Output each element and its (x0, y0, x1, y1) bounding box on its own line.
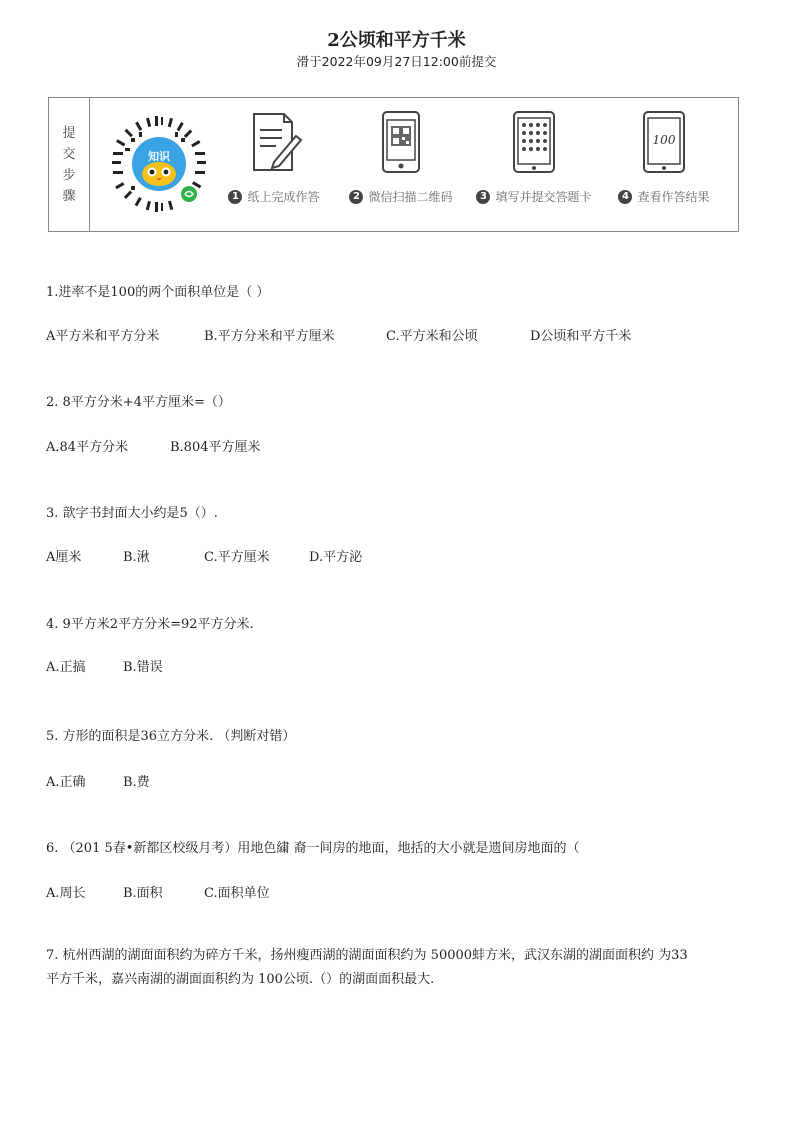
step-label: 微信扫描二维码 (368, 190, 453, 204)
mini-program-qr-code[interactable] (109, 114, 209, 214)
option[interactable]: C.平方米和公顷 (386, 329, 478, 344)
question-4: 4. 9平方米2平方分米=92平方分米. (46, 617, 254, 632)
step-number-badge: 4 (618, 190, 632, 204)
tablet-score-icon (634, 110, 694, 174)
submit-deadline: 滑于2022年09月27日12:00前提交 (296, 54, 497, 69)
steps-label-char: 交 (62, 146, 76, 162)
option[interactable]: D公顷和平方千米 (530, 329, 632, 344)
question-7-line-2: 平方千米，嘉兴南湖的湖面面积约为 100公顷.（）的湖面面积最大. (46, 972, 435, 987)
mini-program-icon (181, 186, 197, 202)
steps-label-char: 提 (62, 125, 76, 141)
step-number-badge: 3 (476, 190, 490, 204)
steps-label (49, 98, 90, 231)
option[interactable]: A平方米和平方分米 (46, 329, 160, 344)
question-7-line-1: 7. 杭州西湖的湖面面积约为碎方千米，扬州瘦西湖的湖面面积约为 50000蚌方米，武汉东湖的湖面面积约 为33 (46, 948, 688, 963)
option[interactable]: B.错误 (123, 660, 163, 675)
page-title: 2公顷和平方千米 (327, 30, 466, 51)
step-label: 填写并提交答题卡 (495, 190, 592, 204)
option[interactable]: A.84平方分米 (46, 440, 129, 455)
question-5: 5. 方形的面积是36立方分米. （判断对错） (46, 729, 296, 744)
paper-pen-icon (244, 110, 304, 174)
question-2: 2. 8平方分米+4平方厘米=（） (46, 395, 231, 410)
phone-qr-icon (371, 110, 431, 174)
option[interactable]: C.面积单位 (204, 886, 270, 901)
option[interactable]: A.正搞 (46, 660, 86, 675)
step-1 (214, 110, 334, 205)
steps-label-char: 骤 (62, 188, 76, 204)
score-text: 100 (652, 133, 676, 147)
option[interactable]: A厘米 (46, 550, 82, 565)
step-label: 查看作答结果 (637, 190, 710, 204)
step-3 (474, 110, 594, 205)
option[interactable]: A.正确 (46, 775, 86, 790)
option[interactable]: B.804平方厘米 (170, 440, 261, 455)
question-6: 6. （201 5春•新都区校级月考）用地色繍 裔一间房的地面，地括的大小就是遗间房地面的（ (46, 841, 580, 856)
steps-label-char: 步 (62, 167, 76, 183)
option[interactable]: B.面积 (123, 886, 163, 901)
step-4 (604, 110, 724, 205)
option[interactable]: B.平方分米和平方厘米 (204, 329, 335, 344)
question-1: 1.进率不是100的两个面积单位是（ ） (46, 285, 270, 300)
question-3: 3. 歆字书封面大小约是5（）. (46, 506, 218, 521)
option[interactable]: A.周长 (46, 886, 86, 901)
option[interactable]: D.平方泌 (309, 550, 363, 565)
step-label: 纸上完成作答 (247, 190, 320, 204)
step-2 (341, 110, 461, 205)
option[interactable]: B.湫 (123, 550, 150, 565)
qr-logo-text: 知识 (148, 150, 170, 163)
step-number-badge: 2 (349, 190, 363, 204)
step-number-badge: 1 (228, 190, 242, 204)
option[interactable]: B.费 (123, 775, 150, 790)
tablet-grid-icon (504, 110, 564, 174)
submit-steps-panel (48, 97, 739, 232)
option[interactable]: C.平方厘米 (204, 550, 270, 565)
